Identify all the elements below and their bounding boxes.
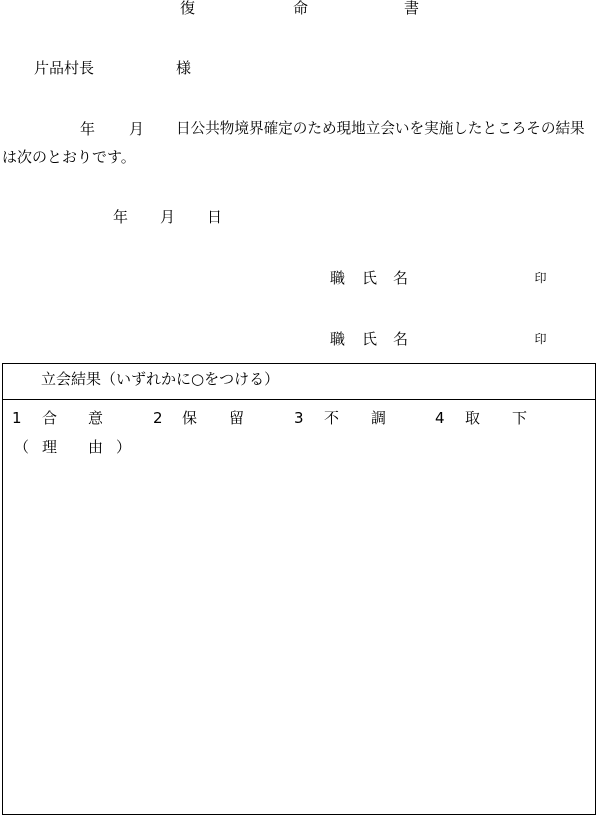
option-number: 3: [294, 409, 304, 427]
signature-label-char: 職: [330, 330, 346, 348]
date-month: 月: [160, 208, 176, 226]
signature-label-char: 職: [330, 269, 346, 287]
option-label-char: 意: [88, 409, 104, 427]
option-label-char: 保: [182, 409, 198, 427]
result-box-header: 立会結果（いずれかに○をつける）: [41, 370, 280, 388]
title-char: 書: [404, 0, 420, 17]
body-month: 月: [129, 120, 145, 138]
option-number: 1: [12, 409, 22, 427]
option-number: 4: [435, 409, 445, 427]
date-day: 日: [207, 208, 223, 226]
date-year: 年: [113, 208, 129, 226]
option-label-char: 留: [229, 409, 245, 427]
option-number: 2: [153, 409, 163, 427]
option-label-char: 下: [512, 409, 528, 427]
result-box: [2, 363, 596, 815]
signature-label-char: 名: [393, 330, 409, 348]
title-char: 命: [293, 0, 309, 17]
signature-label-char: 氏: [362, 330, 378, 348]
title-char: 復: [180, 0, 196, 17]
reason-label-char: 由: [88, 438, 104, 456]
reason-open-paren: （: [14, 438, 30, 456]
reason-label-char: 理: [42, 438, 58, 456]
addressee-honorific: 様: [176, 59, 192, 77]
seal-mark: 印: [534, 332, 547, 346]
option-label-char: 不: [324, 409, 340, 427]
addressee-name: 片品村長: [34, 59, 95, 77]
signature-label-char: 名: [393, 269, 409, 287]
option-label-char: 合: [42, 409, 58, 427]
box-divider: [3, 399, 595, 400]
option-label-char: 調: [371, 409, 387, 427]
seal-mark: 印: [534, 271, 547, 285]
body-year: 年: [80, 120, 96, 138]
option-label-char: 取: [465, 409, 481, 427]
reason-close-paren: ）: [116, 438, 132, 456]
body-line1: 日公共物境界確定のため現地立会いを実施したところその結果: [176, 120, 585, 137]
signature-label-char: 氏: [362, 269, 378, 287]
body-line2: は次のとおりです。: [2, 148, 136, 166]
